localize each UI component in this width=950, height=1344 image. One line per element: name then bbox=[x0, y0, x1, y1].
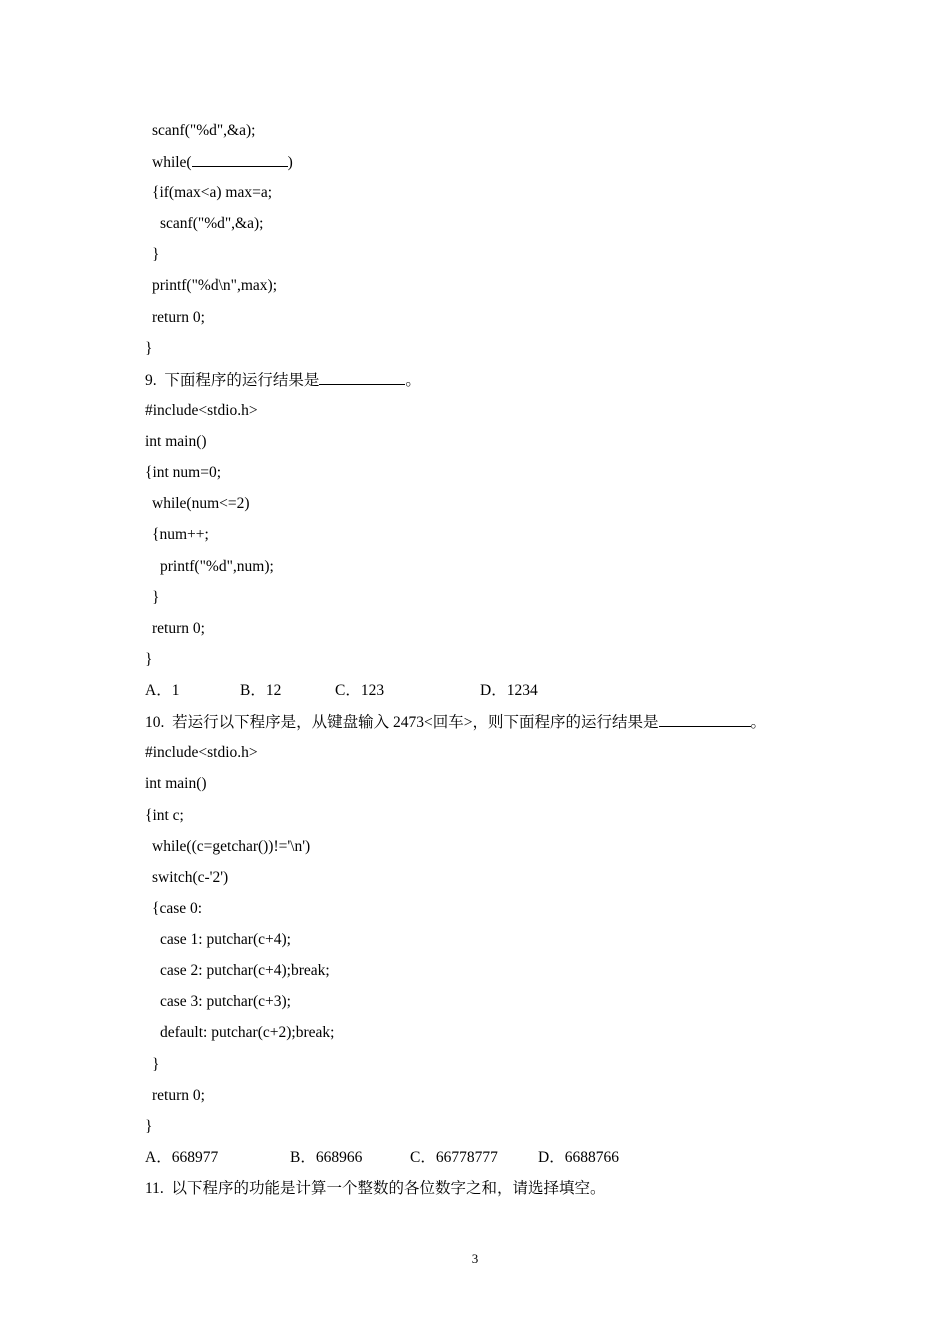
code-line: scanf("%d",&a); bbox=[152, 122, 256, 139]
code-line: #include<stdio.h> bbox=[145, 402, 258, 419]
question-text: 10. 若运行以下程序是，从键盘输入 2473<回车>，则下面程序的运行结果是 bbox=[145, 714, 659, 731]
code-line: case 2: putchar(c+4);break; bbox=[160, 962, 330, 979]
code-line: return 0; bbox=[152, 620, 205, 637]
code-line: } bbox=[152, 1056, 160, 1073]
code-line: scanf("%d",&a); bbox=[160, 215, 264, 232]
answer-blank[interactable] bbox=[659, 712, 751, 727]
code-line: switch(c-'2') bbox=[152, 869, 229, 886]
answer-blank[interactable] bbox=[319, 370, 405, 385]
code-text: while( bbox=[152, 154, 192, 171]
code-line: } bbox=[152, 246, 160, 263]
code-line: while((c=getchar())!='\n') bbox=[152, 838, 311, 855]
code-line: } bbox=[145, 340, 153, 357]
option-d[interactable]: D．6688766 bbox=[538, 1149, 619, 1166]
question-9-stem bbox=[145, 370, 421, 391]
code-line: printf("%d\n",max); bbox=[152, 277, 277, 294]
code-line-while bbox=[152, 152, 293, 173]
question-text: 。 bbox=[405, 372, 421, 389]
code-line: {int c; bbox=[145, 807, 184, 824]
question-text: 。 bbox=[750, 714, 767, 731]
code-line: int main() bbox=[145, 775, 207, 792]
option-c[interactable]: C．123 bbox=[335, 682, 385, 699]
code-line: {int num=0; bbox=[145, 464, 222, 481]
option-c[interactable]: C．66778777 bbox=[410, 1149, 498, 1166]
code-line: default: putchar(c+2);break; bbox=[160, 1024, 335, 1041]
code-line: printf("%d",num); bbox=[160, 558, 274, 575]
code-line: {case 0: bbox=[152, 900, 203, 917]
code-line: } bbox=[145, 1118, 153, 1135]
question-10-stem bbox=[145, 712, 766, 733]
code-line: } bbox=[145, 651, 153, 668]
code-line: case 3: putchar(c+3); bbox=[160, 993, 291, 1010]
code-line: #include<stdio.h> bbox=[145, 744, 258, 761]
code-text: ) bbox=[287, 154, 293, 171]
code-line: {num++; bbox=[152, 526, 209, 543]
code-line: int main() bbox=[145, 433, 207, 450]
option-d[interactable]: D．1234 bbox=[480, 682, 538, 699]
code-line: return 0; bbox=[152, 309, 205, 326]
option-a[interactable]: A．668977 bbox=[145, 1149, 219, 1166]
code-line: while(num<=2) bbox=[152, 495, 250, 512]
answer-blank[interactable] bbox=[192, 152, 288, 167]
code-line: case 1: putchar(c+4); bbox=[160, 931, 291, 948]
option-b[interactable]: B．12 bbox=[240, 682, 282, 699]
code-line: {if(max<a) max=a; bbox=[152, 184, 273, 201]
question-11-stem: 11. 以下程序的功能是计算一个整数的各位数字之和，请选择填空。 bbox=[145, 1180, 606, 1197]
page-number: 3 bbox=[471, 1251, 479, 1266]
code-line: } bbox=[152, 589, 160, 606]
option-b[interactable]: B．668966 bbox=[290, 1149, 363, 1166]
code-line: return 0; bbox=[152, 1087, 205, 1104]
option-a[interactable]: A．1 bbox=[145, 682, 180, 699]
question-text: 9. 下面程序的运行结果是 bbox=[145, 372, 320, 389]
